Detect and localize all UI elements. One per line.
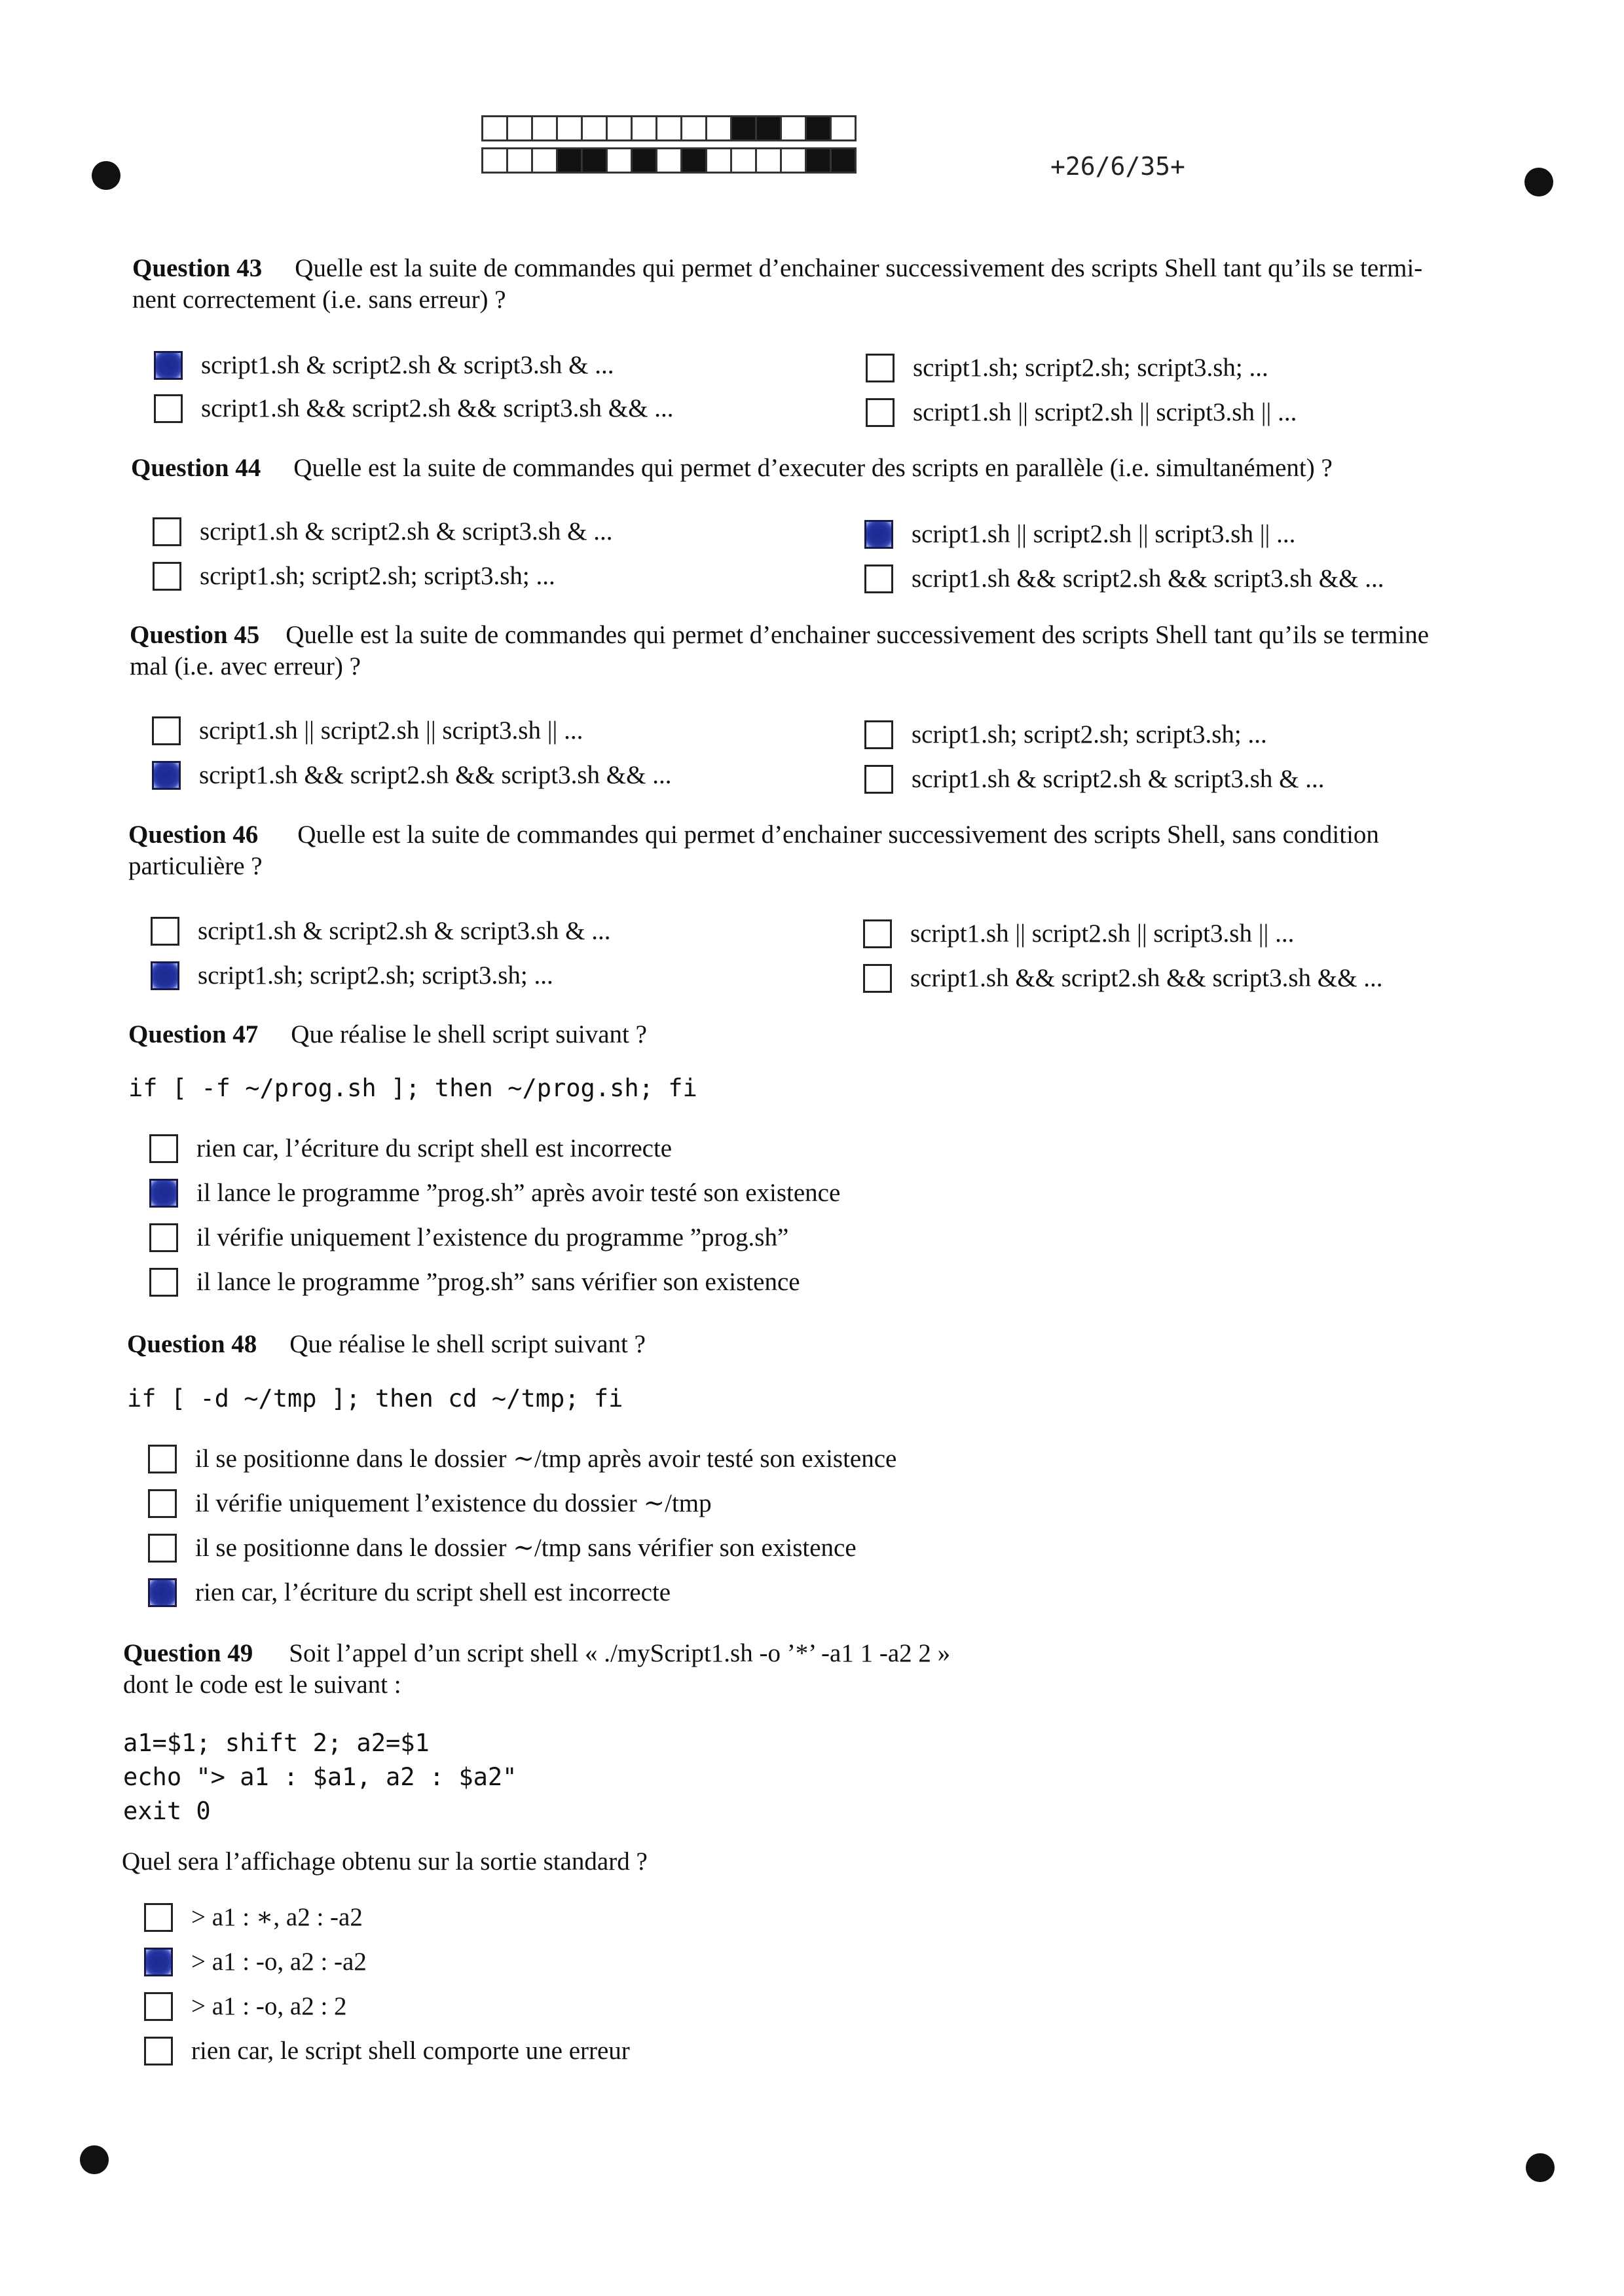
question-number: Question 43 <box>132 254 263 282</box>
checkbox[interactable] <box>864 720 893 749</box>
question-text: Quelle est la suite de commandes qui permet d’executer des scripts en parallèle (i.e. simultanément) ? <box>293 454 1333 482</box>
option-q47-a[interactable] <box>149 1133 672 1164</box>
option-label: script1.sh && script2.sh && script3.sh && ... <box>912 565 1384 593</box>
question-text: Quelle est la suite de commandes qui permet d’enchainer successivement des scripts Shell, sans condition <box>297 821 1379 849</box>
checkbox[interactable] <box>144 1903 173 1932</box>
checkbox[interactable] <box>149 1268 178 1297</box>
question-text-continued: mal (i.e. avec erreur) ? <box>130 652 361 680</box>
option-label: script1.sh; script2.sh; script3.sh; ... <box>198 961 553 990</box>
option-q45-d[interactable] <box>864 764 1324 795</box>
barcode-cell <box>705 115 732 141</box>
code-snippet: if [ -f ~/prog.sh ]; then ~/prog.sh; fi <box>128 1074 697 1102</box>
option-label: > a1 : ∗, a2 : -a2 <box>191 1903 363 1931</box>
barcode-cell <box>655 115 682 141</box>
question-text: Quelle est la suite de commandes qui permet d’enchainer successivement des scripts Shell tant qu’ils se termi- <box>295 254 1423 282</box>
barcode-cell <box>655 147 682 174</box>
barcode-cell <box>805 147 832 174</box>
barcode-cell <box>631 115 657 141</box>
option-label: script1.sh && script2.sh && script3.sh && ... <box>910 964 1383 992</box>
question-text: Que réalise le shell script suivant ? <box>289 1330 646 1358</box>
barcode-cell <box>780 147 807 174</box>
option-label: > a1 : -o, a2 : -a2 <box>191 1948 367 1976</box>
checkbox[interactable] <box>144 1948 173 1976</box>
checkbox[interactable] <box>152 761 181 790</box>
option-label: il lance le programme ”prog.sh” après avoir testé son existence <box>196 1179 841 1207</box>
question-text-continued: nent correctement (i.e. sans erreur) ? <box>132 286 506 314</box>
question-prompt: Quel sera l’affichage obtenu sur la sortie standard ? <box>122 1847 648 1876</box>
option-q46-a[interactable] <box>151 916 610 947</box>
option-label: script1.sh || script2.sh || script3.sh || ... <box>912 520 1296 548</box>
barcode-cell <box>606 147 633 174</box>
question-number: Question 45 <box>130 621 260 649</box>
question-number: Question 47 <box>128 1020 259 1048</box>
question-48-header <box>127 1328 1437 1361</box>
barcode-row-1 <box>481 115 855 141</box>
barcode-cell <box>506 147 533 174</box>
barcode-cell <box>755 147 782 174</box>
option-label: script1.sh || script2.sh || script3.sh || ... <box>199 716 583 745</box>
option-label: script1.sh && script2.sh && script3.sh && ... <box>201 394 674 422</box>
option-label: il se positionne dans le dossier ∼/tmp après avoir testé son existence <box>195 1445 897 1473</box>
option-label: script1.sh && script2.sh && script3.sh && ... <box>199 761 672 789</box>
barcode-cell <box>556 115 583 141</box>
option-label: script1.sh & script2.sh & script3.sh & ... <box>198 917 611 945</box>
question-text: Soit l’appel d’un script shell « ./myScript1.sh -o ’*’ -a1 1 -a2 2 » <box>289 1639 951 1667</box>
option-q48-d[interactable] <box>148 1577 671 1608</box>
registration-mark-bottom-left <box>80 2145 109 2174</box>
option-q43-a[interactable] <box>154 350 614 381</box>
barcode-row-2 <box>481 147 855 174</box>
checkbox[interactable] <box>863 919 892 948</box>
option-label: rien car, l’écriture du script shell est incorrecte <box>195 1578 671 1606</box>
checkbox[interactable] <box>149 1134 178 1163</box>
option-label: il se positionne dans le dossier ∼/tmp sans vérifier son existence <box>195 1534 857 1562</box>
option-q43-d[interactable] <box>866 397 1297 428</box>
registration-mark-bottom-right <box>1526 2153 1555 2182</box>
barcode-cell <box>680 115 707 141</box>
checkbox[interactable] <box>866 354 895 382</box>
option-q48-c[interactable] <box>148 1532 857 1564</box>
barcode-cell <box>581 115 608 141</box>
option-q44-b[interactable] <box>153 561 555 592</box>
barcode-cell <box>531 147 558 174</box>
option-q46-c[interactable] <box>863 918 1294 950</box>
option-q43-c[interactable] <box>866 352 1268 384</box>
option-label: script1.sh & script2.sh & script3.sh & ... <box>200 517 613 546</box>
option-q48-b[interactable] <box>148 1488 712 1519</box>
code-line-1: a1=$1; shift 2; a2=$1 <box>123 1729 430 1757</box>
checkbox[interactable] <box>149 1179 178 1208</box>
barcode-cell <box>830 115 857 141</box>
question-text-continued: dont le code est le suivant : <box>123 1671 401 1699</box>
checkbox[interactable] <box>154 394 183 423</box>
option-label: script1.sh || script2.sh || script3.sh || ... <box>913 398 1297 426</box>
page-id: +26/6/35+ <box>1050 152 1185 181</box>
option-q49-a[interactable] <box>144 1902 363 1933</box>
checkbox[interactable] <box>863 964 892 993</box>
option-q44-c[interactable] <box>864 519 1295 550</box>
option-label: script1.sh & script2.sh & script3.sh & ... <box>201 351 614 379</box>
option-label: script1.sh & script2.sh & script3.sh & ... <box>912 765 1325 793</box>
question-number: Question 48 <box>127 1330 257 1358</box>
barcode-cell <box>680 147 707 174</box>
option-q45-a[interactable] <box>152 715 583 747</box>
checkbox[interactable] <box>148 1534 177 1563</box>
option-label: script1.sh || script2.sh || script3.sh || ... <box>910 919 1295 948</box>
barcode-cell <box>481 147 508 174</box>
barcode-cell <box>730 147 757 174</box>
option-q49-d[interactable] <box>144 2035 630 2067</box>
barcode-cell <box>730 115 757 141</box>
checkbox[interactable] <box>864 520 893 549</box>
option-q45-b[interactable] <box>152 760 671 791</box>
checkbox[interactable] <box>148 1489 177 1518</box>
barcode-cell <box>631 147 657 174</box>
option-label: il vérifie uniquement l’existence du programme ”prog.sh” <box>196 1223 789 1251</box>
code-snippet: if [ -d ~/tmp ]; then cd ~/tmp; fi <box>127 1384 623 1413</box>
registration-mark-top-left <box>92 161 120 190</box>
barcode-cell <box>506 115 533 141</box>
checkbox[interactable] <box>151 961 179 990</box>
checkbox[interactable] <box>151 917 179 946</box>
option-q47-c[interactable] <box>149 1222 788 1253</box>
checkbox[interactable] <box>153 562 181 591</box>
code-line-2: echo "> a1 : $a1, a2 : $a2" <box>123 1763 517 1791</box>
option-label: rien car, l’écriture du script shell est incorrecte <box>196 1134 673 1162</box>
barcode-cell <box>780 115 807 141</box>
checkbox[interactable] <box>152 716 181 745</box>
question-46-header <box>128 819 1530 851</box>
checkbox[interactable] <box>149 1223 178 1252</box>
code-line-3: exit 0 <box>123 1797 211 1825</box>
barcode-cell <box>805 115 832 141</box>
checkbox[interactable] <box>144 2037 173 2065</box>
option-q45-c[interactable] <box>864 719 1267 750</box>
checkbox[interactable] <box>866 398 895 427</box>
barcode-cell <box>830 147 857 174</box>
question-number: Question 44 <box>131 454 261 482</box>
question-text-continued: particulière ? <box>128 852 263 880</box>
option-q47-d[interactable] <box>149 1267 800 1298</box>
barcode-cell <box>705 147 732 174</box>
barcode-cell <box>481 115 508 141</box>
option-label: script1.sh; script2.sh; script3.sh; ... <box>913 354 1268 382</box>
question-44-header <box>131 452 1526 485</box>
question-number: Question 49 <box>123 1639 253 1667</box>
checkbox[interactable] <box>864 565 893 593</box>
option-label: il vérifie uniquement l’existence du dossier ∼/tmp <box>195 1489 712 1517</box>
barcode-cell <box>556 147 583 174</box>
option-label: > a1 : -o, a2 : 2 <box>191 1992 347 2020</box>
question-text: Que réalise le shell script suivant ? <box>291 1020 647 1048</box>
question-text: Quelle est la suite de commandes qui permet d’enchainer successivement des scripts Shell tant qu’ils se termine <box>286 621 1430 649</box>
checkbox[interactable] <box>148 1578 177 1607</box>
checkbox[interactable] <box>154 351 183 380</box>
option-q47-b[interactable] <box>149 1177 840 1209</box>
barcode-cell <box>531 115 558 141</box>
checkbox[interactable] <box>864 765 893 794</box>
option-q48-a[interactable] <box>148 1443 896 1475</box>
registration-mark-top-right <box>1524 168 1553 196</box>
question-47-header <box>128 1018 1438 1051</box>
question-45-header <box>130 619 1531 652</box>
checkbox[interactable] <box>153 517 181 546</box>
option-label: script1.sh; script2.sh; script3.sh; ... <box>200 562 555 590</box>
option-q43-b[interactable] <box>154 393 673 424</box>
checkbox[interactable] <box>148 1445 177 1473</box>
option-label: rien car, le script shell comporte une erreur <box>191 2037 630 2065</box>
checkbox[interactable] <box>144 1992 173 2021</box>
question-number: Question 46 <box>128 821 259 849</box>
option-q44-a[interactable] <box>153 516 612 547</box>
option-q44-d[interactable] <box>864 563 1384 595</box>
option-q46-d[interactable] <box>863 963 1382 994</box>
question-49-header <box>123 1637 1433 1670</box>
option-label: script1.sh; script2.sh; script3.sh; ... <box>912 720 1267 749</box>
option-q46-b[interactable] <box>151 960 553 991</box>
option-q49-b[interactable] <box>144 1946 367 1978</box>
question-43-header <box>132 252 1527 285</box>
barcode-cell <box>755 115 782 141</box>
barcode-cell <box>581 147 608 174</box>
option-label: il lance le programme ”prog.sh” sans vérifier son existence <box>196 1268 800 1296</box>
option-q49-c[interactable] <box>144 1991 347 2022</box>
barcode-cell <box>606 115 633 141</box>
